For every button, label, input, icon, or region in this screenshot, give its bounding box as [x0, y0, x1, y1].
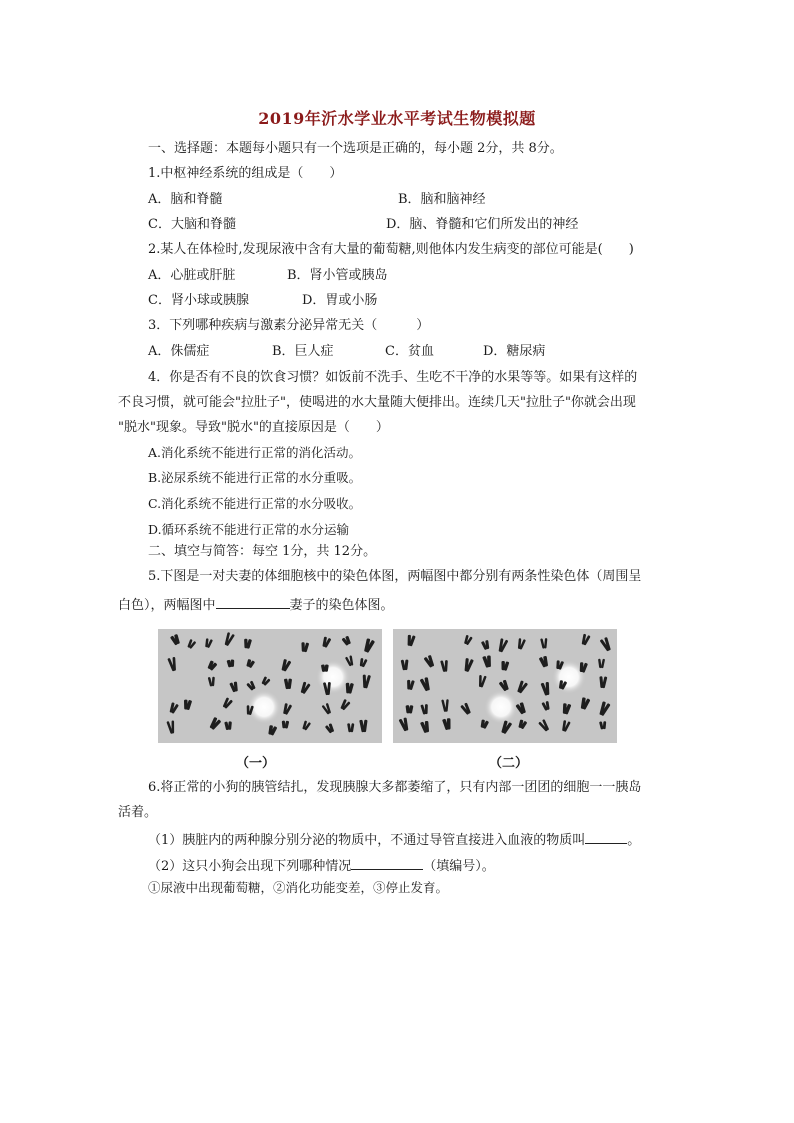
- q2-option-b: B．肾小管或胰岛: [287, 268, 388, 283]
- q5-stem-line-2: [118, 594, 394, 615]
- chromosome: [599, 676, 608, 689]
- chromosome: [419, 677, 432, 693]
- chromosome: [361, 674, 371, 689]
- q1-option-a: A．脑和脊髓: [148, 192, 223, 207]
- chromosome: [166, 720, 176, 734]
- chromosome: [405, 705, 413, 714]
- chromosome: [560, 720, 571, 733]
- chromosome: [299, 681, 311, 695]
- chromosome: [462, 658, 474, 673]
- chromosome: [168, 702, 179, 715]
- chromosome: [561, 703, 571, 715]
- q4-stem-line-2: 不良习惯，就可能会"拉肚子"，使喝进的水大量随大便排出。连续几天"拉肚子"你就会出现: [118, 395, 636, 410]
- q2-option-a: A．心脏或肝脏: [148, 268, 236, 283]
- q4-option-c: C.消化系统不能进行正常的水分吸收。: [148, 496, 362, 511]
- q4-option-a: A.消化系统不能进行正常的消化活动。: [148, 445, 362, 460]
- chromosome: [401, 659, 409, 670]
- chromosome: [398, 717, 410, 732]
- chromosome: [540, 681, 551, 696]
- q1-option-c: C．大脑和脊髓: [148, 217, 236, 232]
- q3-option-a: A．侏儒症: [148, 344, 210, 359]
- q6-stem-line-1: 6.将正常的小狗的胰管结扎，发现胰腺大多都萎缩了，只有内部一团团的细胞一一胰岛: [148, 780, 642, 795]
- chromosome-spread-1: [158, 629, 382, 743]
- chromosome: [206, 660, 218, 672]
- chromosome: [517, 719, 528, 730]
- q6-sub-2-text: （2）这只小狗会出现下列哪种情况: [148, 859, 352, 874]
- figure-2-caption: （二）: [489, 756, 529, 771]
- page-title: 2019年沂水学业水平考试生物模拟题: [258, 109, 536, 128]
- chromosome: [540, 638, 548, 649]
- chromosome: [423, 654, 436, 668]
- chromosome: [440, 660, 449, 673]
- chromosome: [221, 697, 233, 710]
- chromosome: [267, 725, 278, 737]
- karyotype-figure-1: [158, 629, 382, 743]
- q4-stem-line-1: 4．你是否有不良的饮食习惯？如饭前不洗手、生吃不干净的水果等等。如果有这样的: [148, 370, 638, 385]
- chromosome: [186, 639, 197, 650]
- chromosome: [226, 659, 235, 668]
- chromosome: [406, 634, 416, 647]
- chromosome: [481, 640, 491, 651]
- chromosome: [281, 703, 292, 716]
- section-2-heading: 二、填空与简答：每空 1分，共 12分。: [148, 544, 377, 559]
- q6-stem-line-2: 活着。: [118, 805, 158, 820]
- chromosome: [183, 699, 193, 710]
- chromosome: [300, 642, 309, 653]
- chromosome: [321, 636, 332, 648]
- q5-text-after-blank: 妻子的染色体图。: [289, 598, 394, 613]
- chromosome: [441, 699, 449, 712]
- chromosome: [500, 660, 509, 671]
- q4-stem-line-3: "脱水"现象。导致"脱水"的直接原因是（ ）: [118, 420, 389, 435]
- q3-option-c: C．贫血: [385, 344, 434, 359]
- chromosome: [246, 680, 257, 691]
- chromosome: [362, 638, 375, 654]
- chromosome: [580, 633, 591, 646]
- chromosome: [516, 638, 526, 651]
- chromosome: [359, 719, 368, 732]
- q2-option-d: D．胃或小肠: [302, 293, 378, 308]
- chromosome: [460, 702, 473, 716]
- q6-sub-2: [148, 855, 495, 876]
- chromosome: [284, 678, 293, 689]
- q6-sub-1-text: （1）胰脏内的两种腺分别分泌的物质中，不通过导管直接进入血液的物质叫: [148, 833, 586, 848]
- chromosome: [208, 716, 222, 731]
- chromosome: [420, 704, 429, 715]
- chromosome: [301, 720, 311, 731]
- chromosome: [541, 701, 551, 712]
- chromosome: [482, 655, 493, 668]
- chromosome: [339, 699, 351, 712]
- chromosome: [347, 723, 354, 732]
- karyotype-figure-2: [393, 629, 617, 743]
- q4-option-b: B.泌尿系统不能进行正常的水分重吸。: [148, 470, 362, 485]
- chromosome: [598, 659, 605, 669]
- chromosome: [599, 637, 613, 653]
- q1-stem: 1.中枢神经系统的组成是（ ）: [148, 166, 343, 181]
- q3-stem: 3．下列哪种疾病与激素分泌异常无关（ ）: [148, 318, 430, 333]
- q6-options: ①尿液中出现葡萄糖，②消化功能变差，③停止发育。: [148, 880, 449, 895]
- chromosome: [477, 675, 487, 689]
- chromosome: [208, 676, 216, 686]
- chromosome: [597, 701, 611, 717]
- chromosome: [515, 680, 528, 695]
- q3-option-b: B．巨人症: [272, 344, 334, 359]
- chromosome: [345, 655, 355, 667]
- section-1-heading: 一、选择题：本题每小题只有一个选项是正确的，每小题 2分，共 8分。: [148, 141, 563, 156]
- chromosome: [442, 718, 452, 731]
- chromosome: [358, 658, 367, 668]
- chromosome: [321, 703, 332, 716]
- chromosome: [579, 697, 591, 711]
- q5-stem-line-1: 5.下图是一对夫妻的体细胞核中的染色体图，两幅图中都分别有两条性染色体（周围呈: [148, 569, 642, 584]
- chromosome: [496, 638, 508, 654]
- chromosome: [280, 658, 292, 672]
- chromosome: [243, 638, 252, 649]
- chromosome: [406, 679, 415, 690]
- sex-chromosome-highlight: [484, 690, 518, 724]
- chromosome: [345, 682, 354, 694]
- q2-option-c: C．肾小球或胰腺: [148, 293, 249, 308]
- chromosome: [479, 719, 489, 730]
- q1-option-b: B．脑和脑神经: [398, 192, 486, 207]
- chromosome: [463, 634, 473, 646]
- q6-sub-1: [148, 829, 640, 850]
- chromosome: [599, 721, 607, 730]
- q6-sub-1-answer-blank[interactable]: [585, 829, 627, 844]
- chromosome: [538, 655, 549, 668]
- chromosome: [223, 632, 236, 647]
- sex-chromosome-highlight: [316, 660, 350, 694]
- q2-stem: 2.某人在体检时,发现尿液中含有大量的葡萄糖,则他体内发生病变的部位可能是( ): [148, 242, 634, 257]
- chromosome: [204, 638, 213, 649]
- q3-option-d: D．糖尿病: [483, 344, 546, 359]
- chromosome-spread-2: [393, 629, 617, 743]
- chromosome: [281, 720, 289, 728]
- q6-sub-2-end: （填编号）。: [423, 859, 495, 874]
- q5-text-before-blank: 白色），两幅图中: [118, 598, 216, 613]
- q6-sub-2-answer-blank[interactable]: [351, 855, 423, 870]
- chromosome: [538, 719, 551, 733]
- figure-1-caption: （一）: [236, 756, 276, 771]
- q6-sub-1-end: 。: [627, 833, 641, 848]
- q4-option-d: D.循环系统不能进行正常的水分运输: [148, 522, 350, 537]
- chromosome: [260, 676, 271, 687]
- q5-answer-blank[interactable]: [216, 594, 290, 609]
- chromosome: [325, 723, 336, 735]
- q1-option-d: D．脑、脊髓和它们所发出的神经: [386, 217, 579, 232]
- chromosome: [229, 681, 239, 693]
- chromosome: [167, 657, 178, 673]
- chromosome: [245, 658, 255, 668]
- chromosome: [224, 721, 232, 730]
- chromosome: [170, 633, 182, 646]
- chromosome: [420, 720, 431, 733]
- chromosome: [341, 635, 352, 646]
